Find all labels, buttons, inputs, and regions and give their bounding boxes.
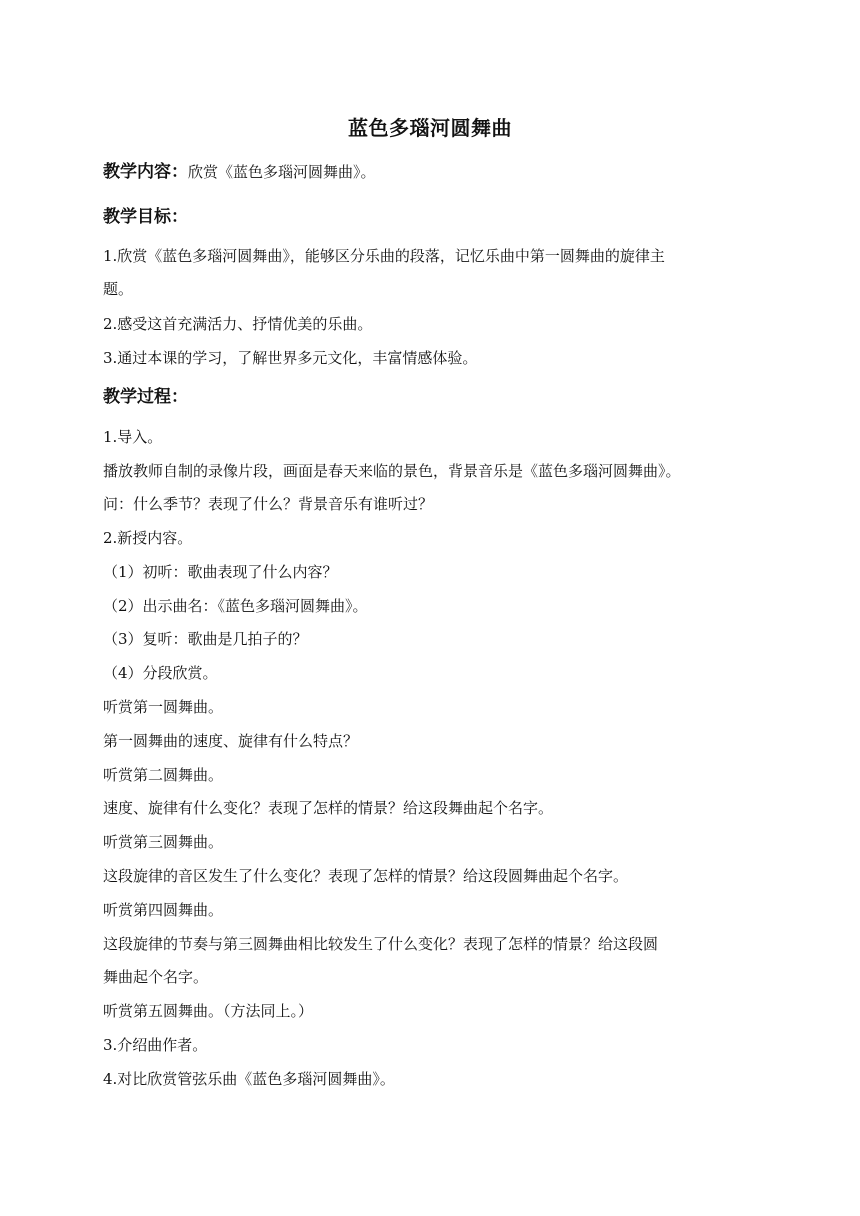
process-line: 听赏第三圆舞曲。 bbox=[103, 833, 224, 851]
process-line: 听赏第四圆舞曲。 bbox=[103, 901, 224, 919]
process-line: （3）复听：歌曲是几拍子的？ bbox=[103, 630, 308, 648]
process-line: 听赏第二圆舞曲。 bbox=[103, 766, 224, 784]
process-line: 2.新授内容。 bbox=[103, 529, 193, 547]
process-line: 问：什么季节？表现了什么？背景音乐有谁听过？ bbox=[103, 495, 434, 513]
process-line: 听赏第一圆舞曲。 bbox=[103, 698, 224, 716]
teaching-content-text: 欣赏《蓝色多瑙河圆舞曲》。 bbox=[188, 163, 376, 181]
process-line: （2）出示曲名：《蓝色多瑙河圆舞曲》。 bbox=[103, 597, 368, 615]
process-line: 舞曲起个名字。 bbox=[103, 968, 209, 986]
objectives-heading: 教学目标： bbox=[103, 207, 188, 227]
teaching-content-label: 教学内容： bbox=[103, 162, 188, 182]
process-line: 1.导入。 bbox=[103, 428, 163, 446]
process-line: 这段旋律的音区发生了什么变化？表现了怎样的情景？给这段圆舞曲起个名字。 bbox=[103, 867, 629, 885]
process-line: 速度、旋律有什么变化？表现了怎样的情景？给这段舞曲起个名字。 bbox=[103, 799, 554, 817]
teaching-content-line bbox=[103, 161, 783, 183]
objective-item: 题。 bbox=[103, 280, 134, 298]
process-line: 听赏第五圆舞曲。（方法同上。） bbox=[103, 1002, 314, 1020]
process-line: （4）分段欣赏。 bbox=[103, 664, 218, 682]
process-line: 播放教师自制的录像片段，画面是春天来临的景色，背景音乐是《蓝色多瑙河圆舞曲》。 bbox=[103, 462, 681, 480]
objective-item: 3.通过本课的学习，了解世界多元文化，丰富情感体验。 bbox=[103, 349, 478, 367]
process-line: 4.对比欣赏管弦乐曲《蓝色多瑙河圆舞曲》。 bbox=[103, 1070, 395, 1088]
process-line: （1）初听：歌曲表现了什么内容？ bbox=[103, 563, 338, 581]
objective-item: 2.感受这首充满活力、抒情优美的乐曲。 bbox=[103, 315, 373, 333]
process-line: 第一圆舞曲的速度、旋律有什么特点？ bbox=[103, 732, 359, 750]
process-heading: 教学过程： bbox=[103, 387, 188, 407]
process-line: 这段旋律的节奏与第三圆舞曲相比较发生了什么变化？表现了怎样的情景？给这段圆 bbox=[103, 935, 659, 953]
objective-item: 1.欣赏《蓝色多瑙河圆舞曲》，能够区分乐曲的段落，记忆乐曲中第一圆舞曲的旋律主 bbox=[103, 247, 665, 265]
process-line: 3.介绍曲作者。 bbox=[103, 1036, 208, 1054]
page-title: 蓝色多瑙河圆舞曲 bbox=[348, 116, 512, 140]
